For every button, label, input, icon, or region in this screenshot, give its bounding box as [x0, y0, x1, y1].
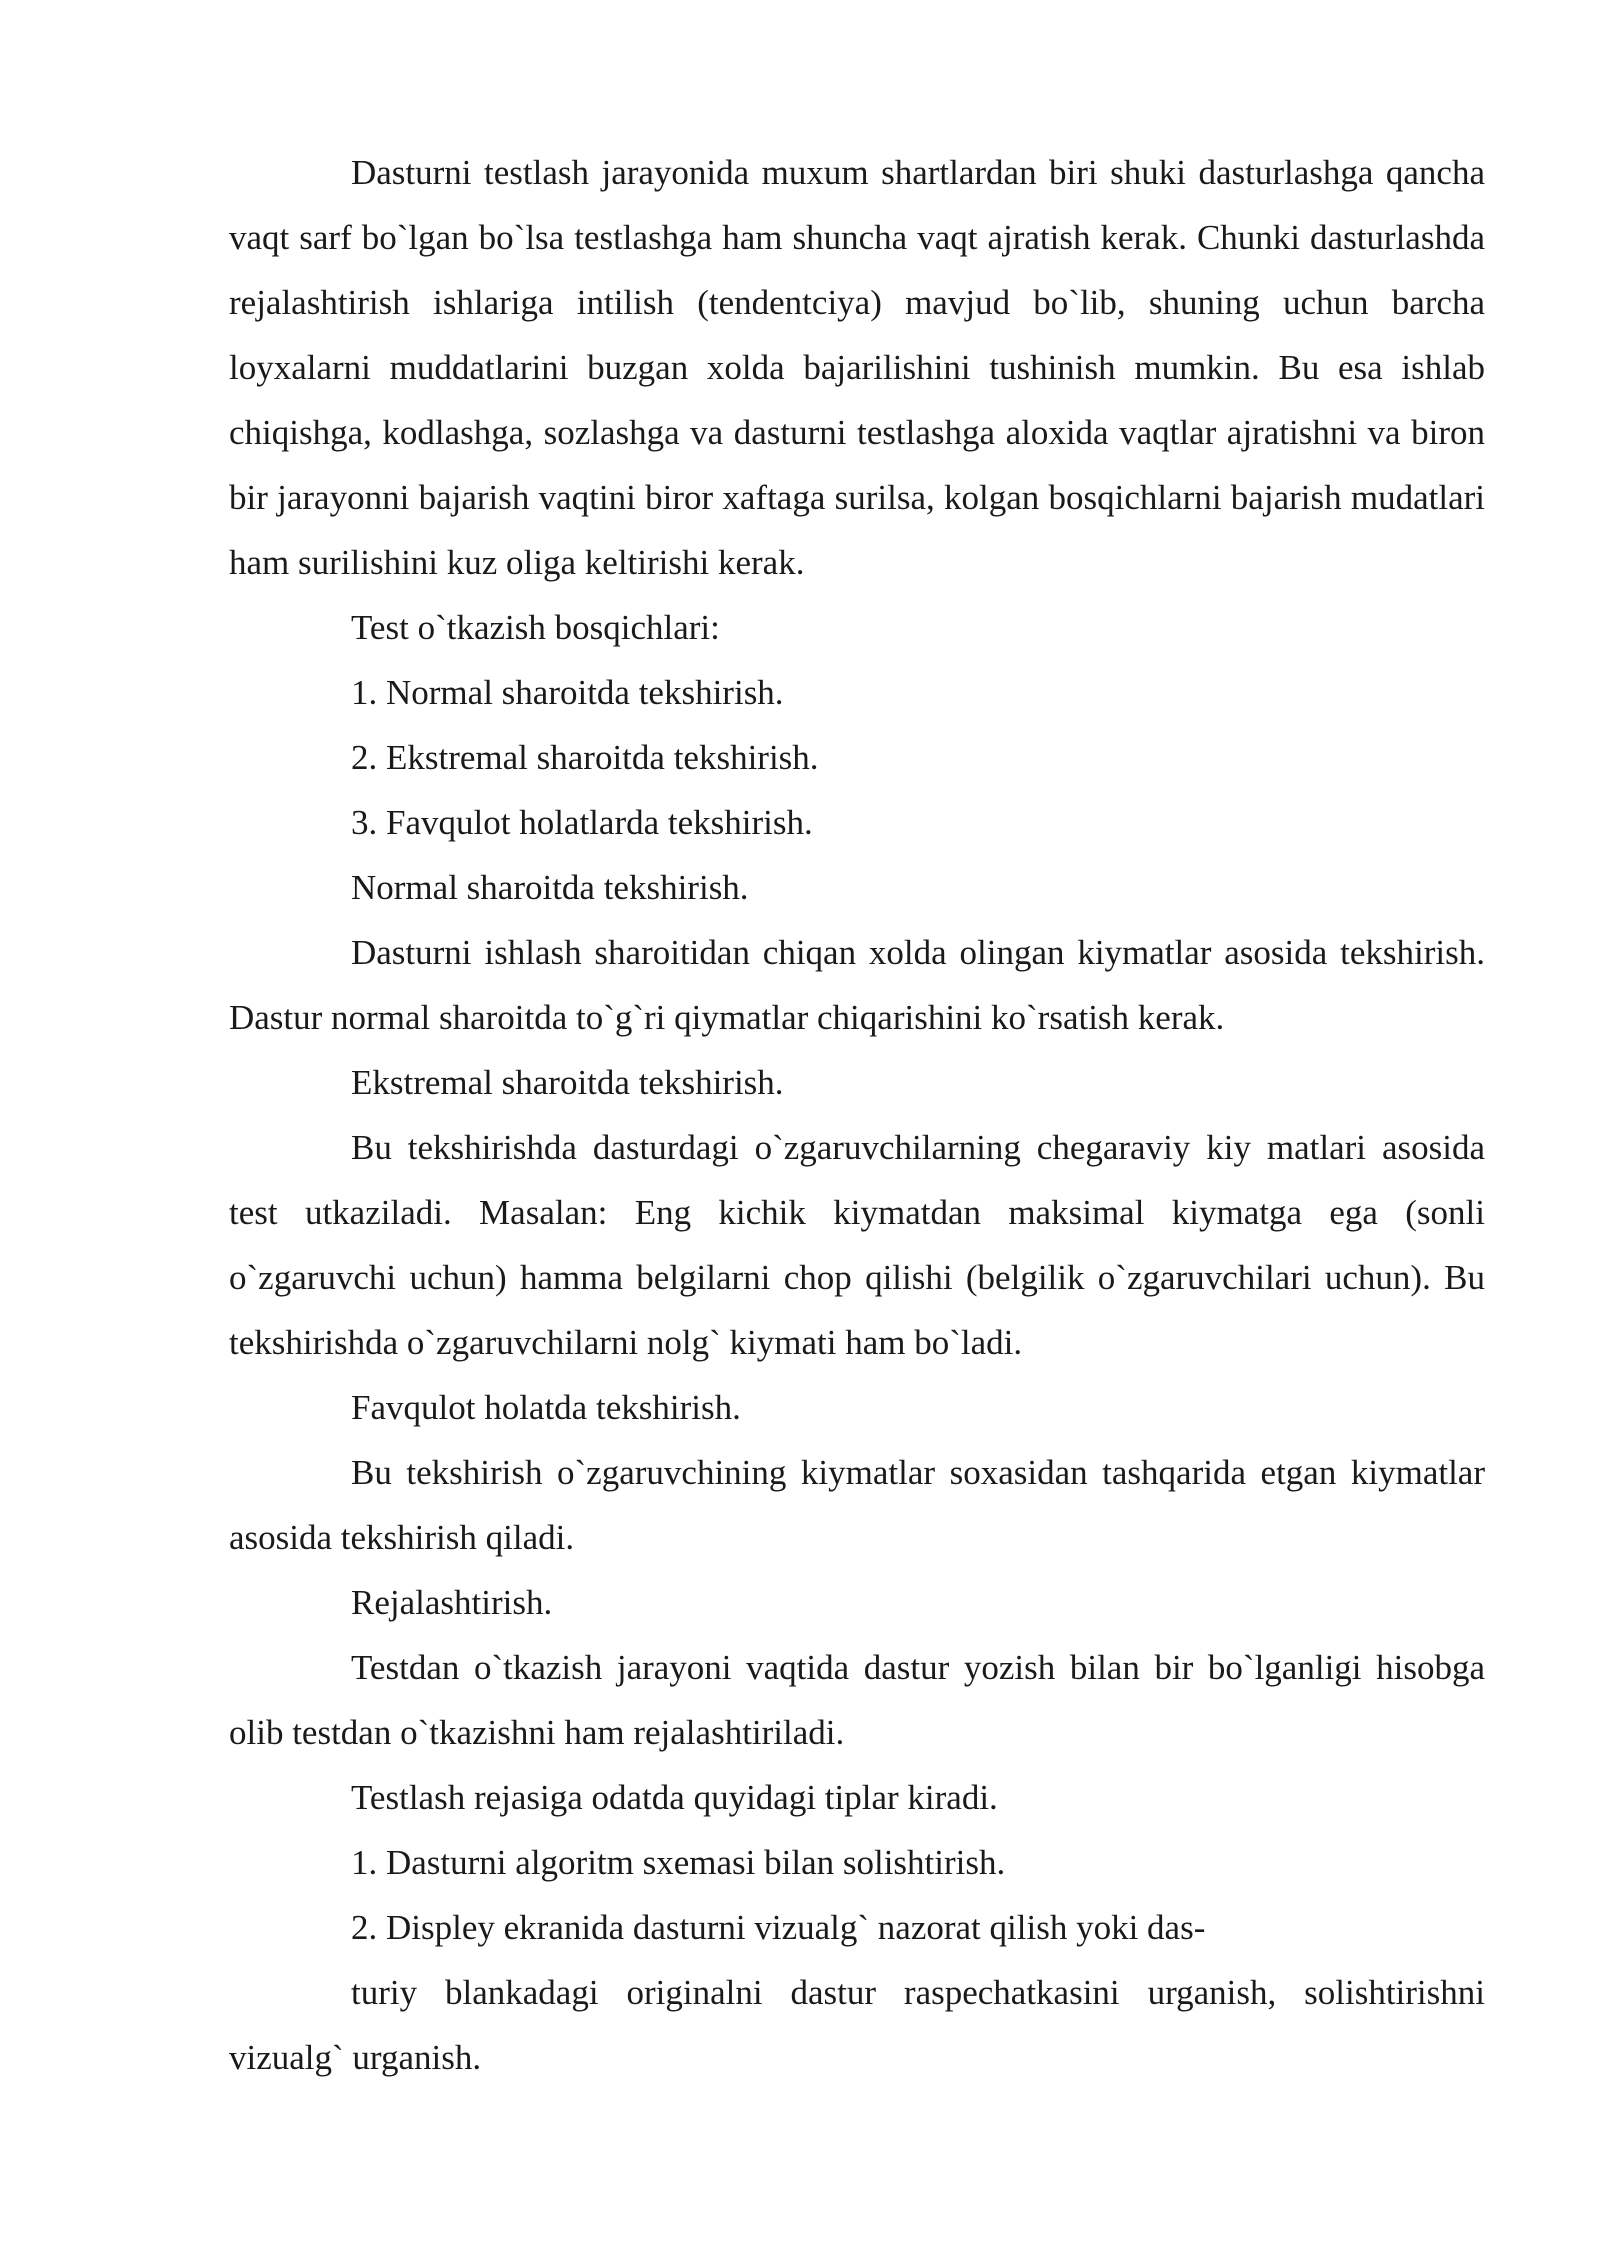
- paragraph-display-continued: turiy blankadagi originalni dastur raspechatkasini urganish, solishtirishni vizualg` urganish.: [229, 1973, 1485, 2077]
- paragraph-emergency: Bu tekshirish o`zgaruvchining kiymatlar soxasidan tashqarida etgan kiymatlar asosida tekshirish qiladi.: [229, 1453, 1485, 1557]
- heading-plan-types: Testlash rejasiga odatda quyidagi tiplar kiradi.: [351, 1778, 998, 1817]
- list-item-emergency: 3. Favqulot holatlarda tekshirish.: [351, 803, 813, 842]
- list-item-display: 2. Displey ekranida dasturni vizualg` nazorat qilish yoki das-: [351, 1908, 1206, 1947]
- heading-extreme: Ekstremal sharoitda tekshirish.: [351, 1063, 784, 1102]
- heading-normal: Normal sharoitda tekshirish.: [351, 868, 749, 907]
- heading-emergency: Favqulot holatda tekshirish.: [351, 1388, 741, 1427]
- paragraph-extreme: Bu tekshirishda dasturdagi o`zgaruvchilarning chegaraviy kiy matlari asosida test utkaziladi. Masalan: Eng kichik kiymatdan maksimal kiymatga ega (sonli o`zgaruvchi uchun) hamma belgilarni chop qilishi (belgilik o`zgaruvchilari uchun). Bu tekshirishda o`zgaruvchilarni nolg` kiymati ham bo`ladi.: [229, 1128, 1485, 1362]
- paragraph-planning: Testdan o`tkazish jarayoni vaqtida dastur yozish bilan bir bo`lganligi hisobga olib testdan o`tkazishni ham rejalashtiriladi.: [229, 1648, 1485, 1752]
- list-item-extreme: 2. Ekstremal sharoitda tekshirish.: [351, 738, 819, 777]
- list-item-algorithm: 1. Dasturni algoritm sxemasi bilan solishtirish.: [351, 1843, 1006, 1882]
- paragraph-normal: Dasturni ishlash sharoitidan chiqan xolda olingan kiymatlar asosida tekshirish. Dastur normal sharoitda to`g`ri qiymatlar chiqarishini ko`rsatish kerak.: [229, 933, 1485, 1037]
- paragraph-testing-time: Dasturni testlash jarayonida muxum shartlardan biri shuki dasturlashga qancha vaqt sarf bo`lgan bo`lsa testlashga ham shuncha vaqt ajratish kerak. Chunki dasturlashda rejalashtirish ishlariga intilish (tendentciya) mavjud bo`lib, shuning uchun barcha loyxalarni muddatlarini buzgan xolda bajarilishini tushinish mumkin. Bu esa ishlab chiqishga, kodlashga, sozlashga va dasturni testlashga aloxida vaqtlar ajratishni va biron bir jarayonni bajarish vaqtini biror xaftaga surilsa, kolgan bosqichlarni bajarish mudatlari ham surilishini kuz oliga keltirishi kerak.: [229, 153, 1485, 582]
- document-page: [229, 140, 1485, 2090]
- list-item-normal: 1. Normal sharoitda tekshirish.: [351, 673, 784, 712]
- heading-test-stages: Test o`tkazish bosqichlari:: [351, 608, 720, 647]
- heading-planning: Rejalashtirish.: [351, 1583, 553, 1622]
